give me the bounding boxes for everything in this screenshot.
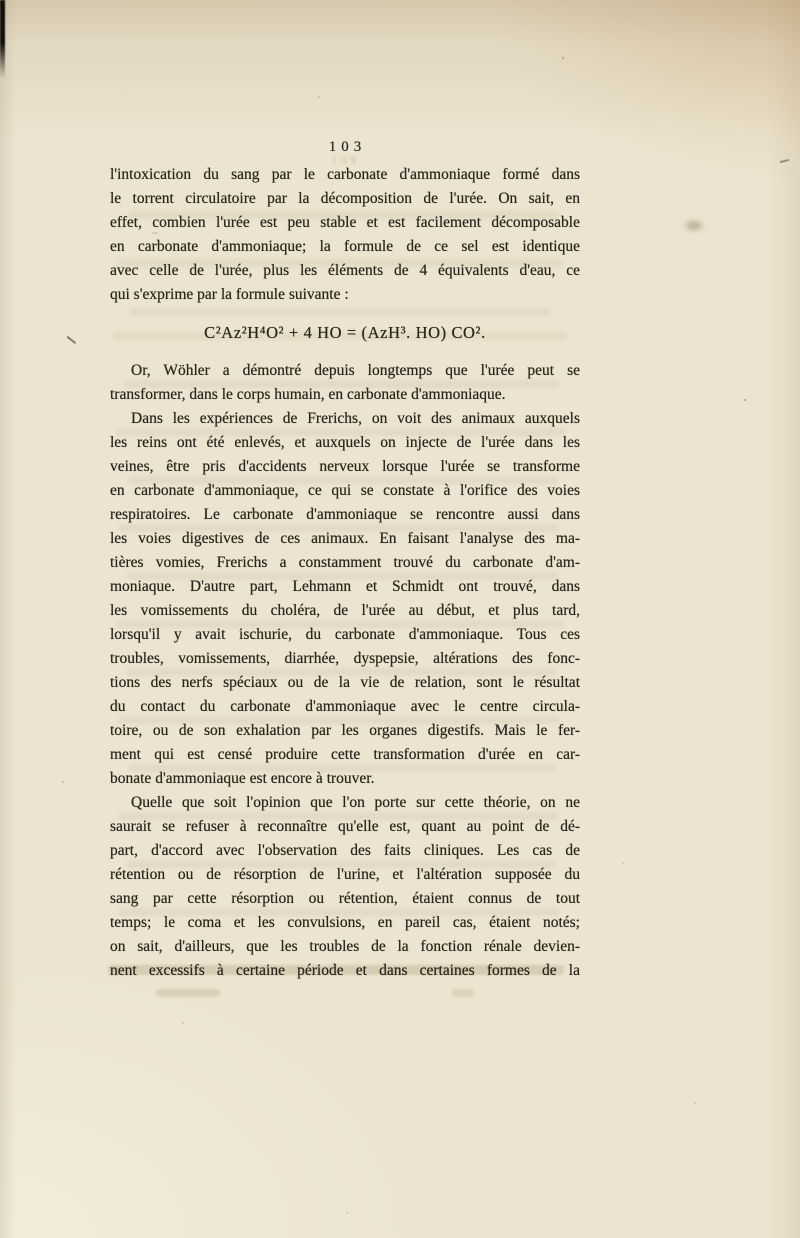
bleedthrough-page-number: 104 bbox=[330, 153, 360, 168]
text-line: Dans les expériences de Frerichs, on voit des animaux auxquels bbox=[131, 410, 580, 427]
text-line: moniaque. D'autre part, Lehmann et Schmidt ont trouvé, dans bbox=[110, 578, 580, 595]
margin-dash-mark bbox=[780, 159, 789, 163]
text-line: les voies digestives de ces animaux. En faisant l'analyse des ma- bbox=[110, 530, 580, 547]
paper-speck bbox=[622, 862, 624, 864]
text-line: les reins ont été enlevés, et auxquels on injecte de l'urée dans les bbox=[110, 434, 580, 451]
text-line: du contact du carbonate d'ammoniaque avec le centre circula- bbox=[110, 698, 580, 715]
text-line: ment qui est censé produire cette transformation d'urée en car- bbox=[110, 746, 580, 763]
text-line: troubles, vomissements, diarrhée, dyspepsie, altérations des fonc- bbox=[110, 650, 580, 667]
text-line: avec celle de l'urée, plus les éléments de 4 équivalents d'eau, ce bbox=[110, 262, 580, 279]
ink-tick-mark bbox=[67, 336, 77, 344]
text-line: bonate d'ammoniaque est encore à trouver. bbox=[110, 770, 375, 787]
text-column bbox=[110, 137, 580, 983]
paper-speck bbox=[562, 57, 564, 59]
paper-speck bbox=[694, 1102, 696, 1104]
text-block bbox=[110, 163, 580, 983]
text-line: en carbonate d'ammoniaque; la formule de ce sel est identique bbox=[110, 238, 580, 255]
text-line: les vomissements du choléra, de l'urée au début, et plus tard, bbox=[110, 602, 580, 619]
text-line: l'intoxication du sang par le carbonate d'ammoniaque formé dans bbox=[110, 166, 580, 183]
paragraph bbox=[110, 359, 580, 407]
chemical-formula: C²Az²H⁴O² + 4 HO = (AzH³. HO) CO². bbox=[204, 323, 486, 342]
text-line: tières vomies, Frerichs a constamment trouvé du carbonate d'am- bbox=[110, 554, 580, 571]
paragraph bbox=[110, 163, 580, 307]
text-line: le torrent circulatoire par la décomposition de l'urée. On sait, en bbox=[110, 190, 580, 207]
text-line: veines, être pris d'accidents nerveux lorsque l'urée se transforme bbox=[110, 458, 580, 475]
paper-speck bbox=[182, 1022, 184, 1024]
text-line: rétention ou de résorption de l'urine, et l'altération supposée du bbox=[110, 866, 580, 883]
paragraph bbox=[110, 791, 580, 983]
text-line: sang par cette résorption ou rétention, étaient connus de tout bbox=[110, 890, 580, 907]
paper-speck bbox=[318, 96, 320, 98]
text-line: part, d'accord avec l'observation des faits cliniques. Les cas de bbox=[110, 842, 580, 859]
text-line: saurait se refuser à reconnaître qu'elle est, quant au point de dé- bbox=[110, 818, 580, 835]
text-line: transformer, dans le corps humain, en carbonate d'ammoniaque. bbox=[110, 386, 506, 403]
text-line: toire, ou de son exhalation par les organes digestifs. Mais le fer- bbox=[110, 722, 580, 739]
text-line: on sait, d'ailleurs, que les troubles de la fonction rénale devien- bbox=[110, 938, 580, 955]
text-line: respiratoires. Le carbonate d'ammoniaque se rencontre aussi dans bbox=[110, 506, 580, 523]
text-line: temps; le coma et les convulsions, en pareil cas, étaient notés; bbox=[110, 914, 580, 931]
text-line: Or, Wöhler a démontré depuis longtemps que l'urée peut se bbox=[131, 362, 580, 379]
paper-speck bbox=[62, 781, 64, 783]
page-number: 103 bbox=[328, 139, 367, 155]
text-line: tions des nerfs spéciaux ou de la vie de relation, sont le résultat bbox=[110, 674, 580, 691]
paragraph bbox=[110, 407, 580, 791]
scan-edge-artifact bbox=[0, 0, 5, 78]
text-line: effet, combien l'urée est peu stable et est facilement décomposable bbox=[110, 214, 580, 231]
paper-speck bbox=[346, 1212, 348, 1214]
text-line: qui s'exprime par la formule suivante : bbox=[110, 286, 349, 303]
paper-smudge bbox=[686, 221, 702, 230]
text-line: nent excessifs à certaine période et dans certaines formes de la bbox=[110, 962, 580, 979]
text-line: en carbonate d'ammoniaque, ce qui se constate à l'orifice des voies bbox=[110, 482, 580, 499]
paper-speck bbox=[744, 399, 746, 401]
text-line: lorsqu'il y avait ischurie, du carbonate d'ammoniaque. Tous ces bbox=[110, 626, 580, 643]
text-line: Quelle que soit l'opinion que l'on porte sur cette théorie, on ne bbox=[131, 794, 580, 811]
